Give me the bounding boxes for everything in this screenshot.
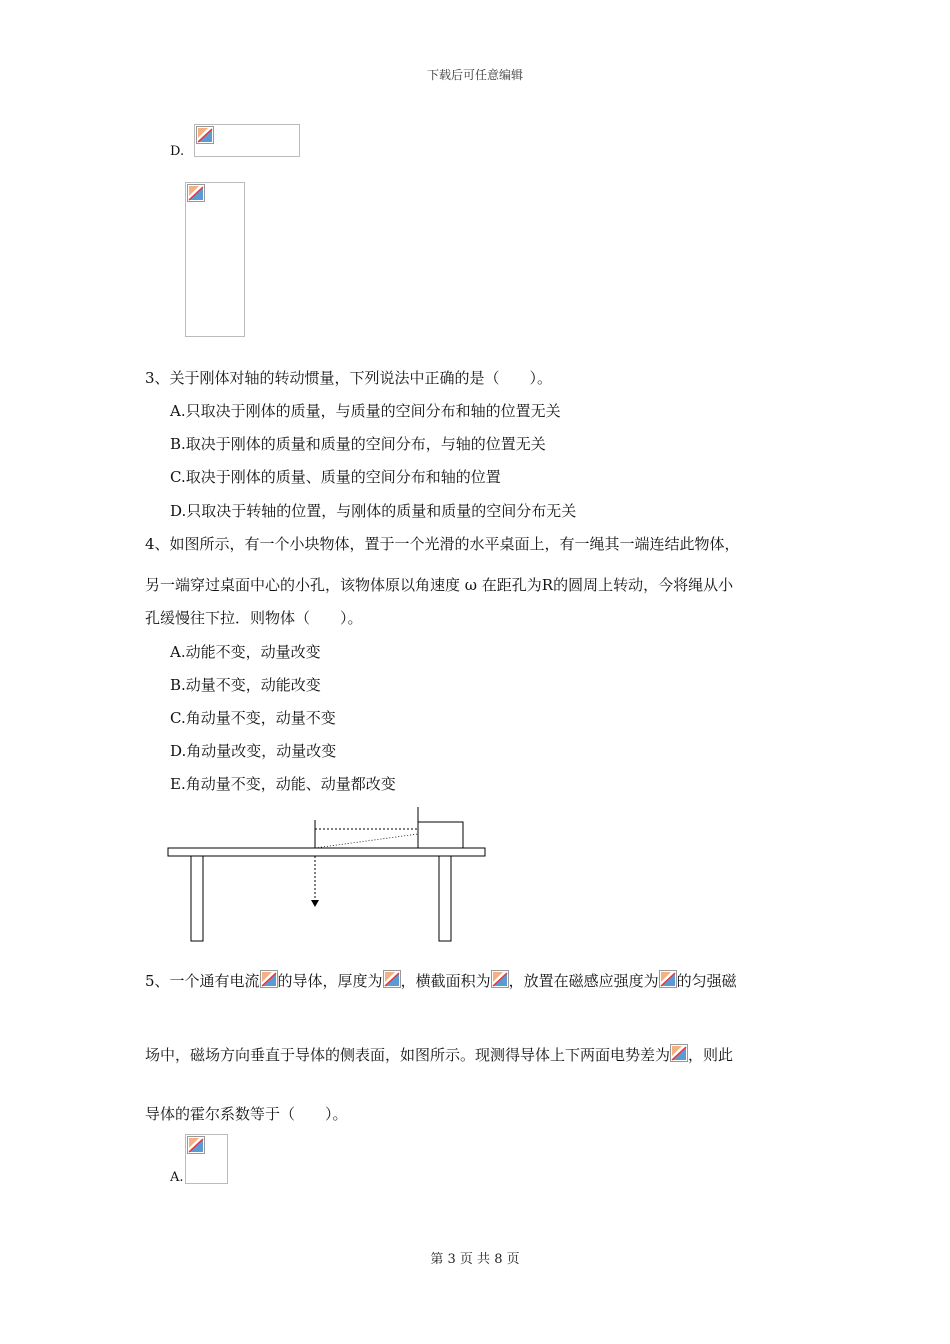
rope-line bbox=[315, 834, 418, 848]
q5-line1-text-1: 5、一个通有电流 bbox=[145, 972, 260, 990]
q5-line1-text-5: 的匀强磁 bbox=[676, 972, 737, 990]
q3-stem: 3、关于刚体对轴的转动惯量，下列说法中正确的是（ ）。 bbox=[145, 369, 553, 387]
page-header: 下载后可任意编辑 bbox=[426, 68, 523, 82]
table-top bbox=[168, 848, 485, 856]
q5-line2 bbox=[145, 1044, 733, 1066]
q5-line1-text-4: ，放置在磁感应强度为 bbox=[508, 972, 659, 990]
table-leg-right bbox=[439, 856, 451, 941]
area-symbol-image bbox=[491, 970, 509, 988]
q4-option-e: E.角动量不变，动能、动量都改变 bbox=[170, 775, 396, 793]
current-symbol-image bbox=[260, 970, 278, 988]
table-figure bbox=[160, 800, 500, 950]
option-d-image bbox=[194, 124, 300, 157]
broken-image-icon bbox=[659, 970, 677, 988]
q5-line3: 导体的霍尔系数等于（ ）。 bbox=[145, 1105, 348, 1123]
broken-image-icon bbox=[187, 184, 205, 202]
q4-stem-line2: 另一端穿过桌面中心的小孔，该物体原以角速度 ω 在距孔为R的圆周上转动，今将绳从小 bbox=[145, 576, 734, 594]
broken-image-icon bbox=[260, 970, 278, 988]
q4-option-b: B.动量不变，动能改变 bbox=[170, 676, 321, 694]
q3-option-b: B.取决于刚体的质量和质量的空间分布，与轴的位置无关 bbox=[170, 435, 546, 453]
q4-option-c: C.角动量不变，动量不变 bbox=[170, 709, 336, 727]
voltage-symbol-image bbox=[670, 1044, 688, 1062]
table-leg-left bbox=[191, 856, 203, 941]
q3-option-a: A.只取决于刚体的质量，与质量的空间分布和轴的位置无关 bbox=[170, 402, 561, 420]
q3-option-d: D.只取决于转轴的位置，与刚体的质量和质量的空间分布无关 bbox=[170, 502, 577, 520]
q4-stem-line3: 孔缓慢往下拉．则物体（ ）。 bbox=[145, 609, 363, 627]
q5-line1-text-2: 的导体，厚度为 bbox=[277, 972, 383, 990]
broken-image-icon bbox=[383, 970, 401, 988]
q5-option-a-image bbox=[185, 1134, 228, 1184]
option-d-label: D. bbox=[170, 144, 185, 159]
field-symbol-image bbox=[659, 970, 677, 988]
block-object bbox=[418, 822, 463, 848]
q5-line1-text-3: ，横截面积为 bbox=[400, 972, 491, 990]
broken-image-icon bbox=[670, 1044, 688, 1062]
q4-stem-line1: 4、如图所示，有一个小块物体，置于一个光滑的水平桌面上，有一绳其一端连结此物体， bbox=[145, 535, 740, 553]
rope-arrow bbox=[311, 900, 319, 907]
q3-option-c: C.取决于刚体的质量、质量的空间分布和轴的位置 bbox=[170, 468, 501, 486]
q4-option-a: A.动能不变，动量改变 bbox=[170, 643, 321, 661]
q4-option-d: D.角动量改变，动量改变 bbox=[170, 742, 337, 760]
broken-image-icon bbox=[196, 126, 214, 144]
q5-line2-text-2: ，则此 bbox=[688, 1046, 734, 1064]
q5-option-a-label: A. bbox=[170, 1170, 184, 1185]
broken-image-icon bbox=[187, 1136, 205, 1154]
thickness-symbol-image bbox=[383, 970, 401, 988]
tall-figure-image bbox=[185, 182, 245, 337]
q5-line1 bbox=[145, 970, 737, 992]
page-footer: 第 3 页 共 8 页 bbox=[430, 1252, 520, 1267]
q5-line2-text-1: 场中，磁场方向垂直于导体的侧表面，如图所示。现测得导体上下两面电势差为 bbox=[145, 1046, 671, 1064]
broken-image-icon bbox=[491, 970, 509, 988]
